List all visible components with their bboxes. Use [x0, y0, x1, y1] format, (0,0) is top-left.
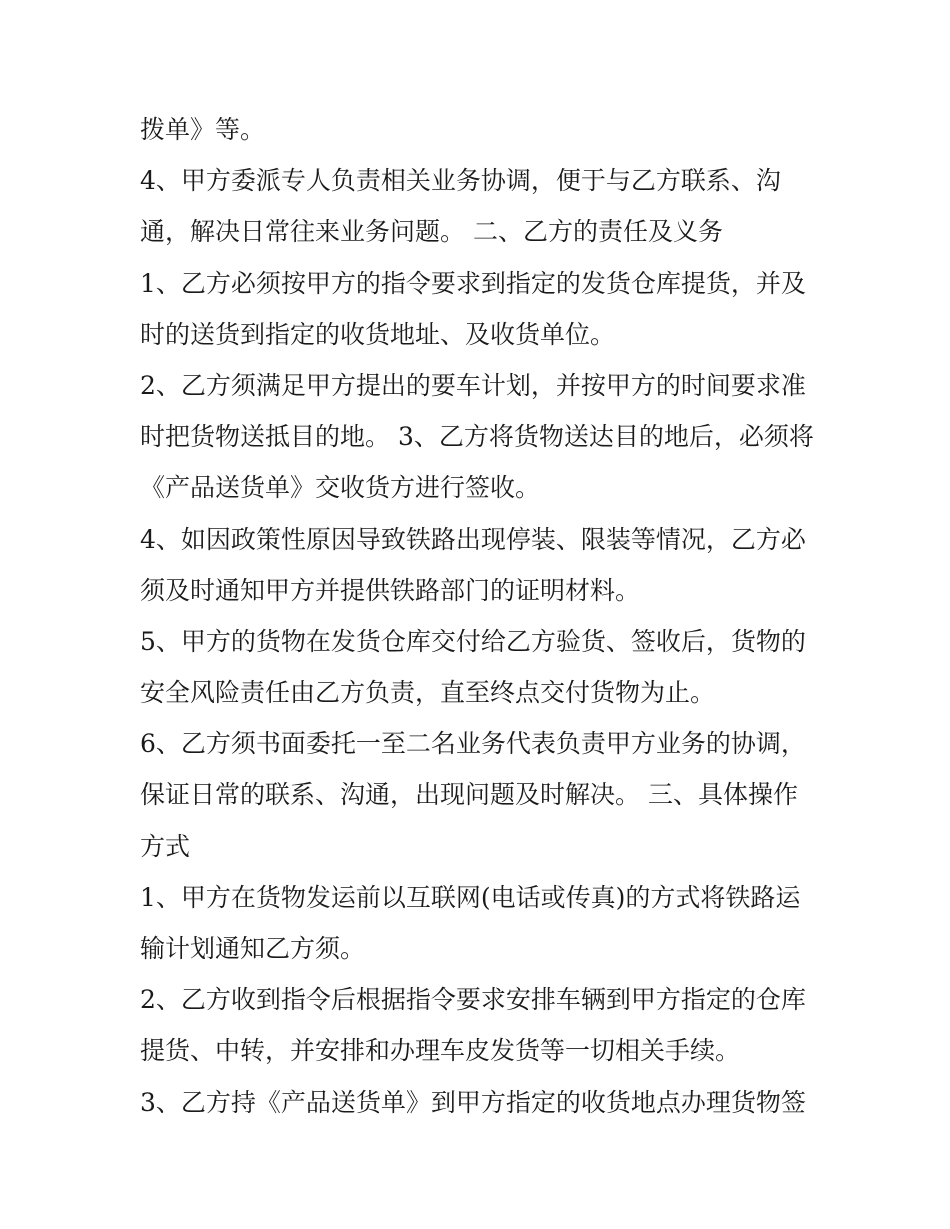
- text-line: 5、甲方的货物在发货仓库交付给乙方验货、签收后，货物的: [140, 626, 806, 656]
- body-text: [140, 104, 820, 1128]
- text-line: 保证日常的联系、沟通，出现问题及时解决。 三、具体操作: [140, 780, 798, 810]
- text-line: 3、乙方持《产品送货单》到甲方指定的收货地点办理货物签: [140, 1087, 806, 1117]
- text-line: 《产品送货单》交收货方进行签收。: [140, 473, 541, 503]
- text-line: 6、乙方须书面委托一至二名业务代表负责甲方业务的协调，: [140, 729, 806, 759]
- text-line: 安全风险责任由乙方负责，直至终点交付货物为止。: [140, 678, 716, 708]
- text-line: 时把货物送抵目的地。 3、乙方将货物送达目的地后，必须将: [140, 422, 814, 452]
- text-line: 1、乙方必须按甲方的指令要求到指定的发货仓库提货，并及: [140, 268, 806, 298]
- text-line: 1、甲方在货物发运前以互联网(电话或传真)的方式将铁路运: [140, 882, 801, 912]
- text-line: 时的送货到指定的收货地址、及收货单位。: [140, 319, 616, 349]
- text-line: 通，解决日常往来业务问题。 二、乙方的责任及义务: [140, 217, 723, 247]
- text-line: 方式: [140, 831, 191, 861]
- text-line: 2、乙方须满足甲方提出的要车计划，并按甲方的时间要求准: [140, 370, 806, 400]
- text-line: 4、甲方委派专人负责相关业务协调，便于与乙方联系、沟: [140, 166, 781, 196]
- text-line: 输计划通知乙方须。: [140, 934, 366, 963]
- text-line: 2、乙方收到指令后根据指令要求安排车辆到甲方指定的仓库: [140, 985, 806, 1015]
- text-line: 4、如因政策性原因导致铁路出现停装、限装等情况，乙方必: [140, 524, 806, 554]
- text-line: 须及时通知甲方并提供铁路部门的证明材料。: [140, 575, 641, 605]
- text-line: 拨单》等。: [140, 115, 266, 144]
- text-line: 提货、中转，并安排和办理车皮发货等一切相关手续。: [140, 1036, 741, 1066]
